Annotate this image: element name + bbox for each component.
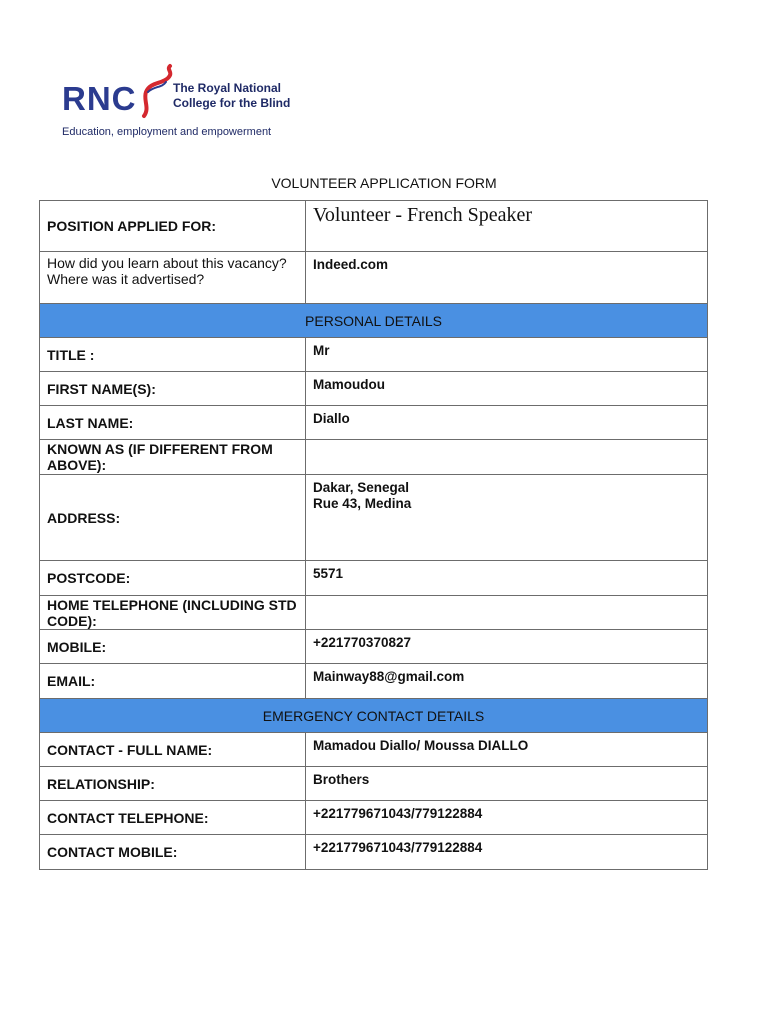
table-row bbox=[40, 561, 708, 596]
table-row bbox=[40, 733, 708, 767]
section-header-personal bbox=[40, 304, 708, 338]
table-row bbox=[40, 440, 708, 475]
form-title: VOLUNTEER APPLICATION FORM bbox=[271, 175, 497, 191]
known-as-label: KNOWN AS (IF DIFFERENT FROM ABOVE): bbox=[40, 440, 306, 475]
relationship-label: RELATIONSHIP: bbox=[40, 767, 306, 801]
mobile-value[interactable]: +221770370827 bbox=[306, 630, 708, 664]
section-header-emergency bbox=[40, 699, 708, 733]
personal-details-heading: PERSONAL DETAILS bbox=[40, 304, 708, 338]
contact-mobile-value[interactable]: +221779671043/779122884 bbox=[306, 835, 708, 870]
table-row bbox=[40, 338, 708, 372]
known-as-value[interactable] bbox=[306, 440, 708, 475]
table-row bbox=[40, 406, 708, 440]
source-value[interactable]: Indeed.com bbox=[306, 252, 708, 304]
first-name-value[interactable]: Mamoudou bbox=[306, 372, 708, 406]
email-value[interactable]: Mainway88@gmail.com bbox=[306, 664, 708, 699]
last-name-label: LAST NAME: bbox=[40, 406, 306, 440]
table-row bbox=[40, 252, 708, 304]
relationship-value[interactable]: Brothers bbox=[306, 767, 708, 801]
table-row bbox=[40, 630, 708, 664]
table-row bbox=[40, 801, 708, 835]
application-form-table bbox=[39, 200, 708, 870]
address-value[interactable]: Dakar, Senegal Rue 43, Medina bbox=[306, 475, 708, 561]
emergency-details-heading: EMERGENCY CONTACT DETAILS bbox=[40, 699, 708, 733]
title-value[interactable]: Mr bbox=[306, 338, 708, 372]
contact-mobile-label: CONTACT MOBILE: bbox=[40, 835, 306, 870]
home-telephone-value[interactable] bbox=[306, 596, 708, 630]
postcode-value[interactable]: 5571 bbox=[306, 561, 708, 596]
last-name-value[interactable]: Diallo bbox=[306, 406, 708, 440]
rnc-logo bbox=[60, 60, 310, 144]
table-row bbox=[40, 596, 708, 630]
logo-tagline: Education, employment and empowerment bbox=[62, 126, 272, 138]
source-label: How did you learn about this vacancy? Where was it advertised? bbox=[40, 252, 306, 304]
logo-initials: RNC bbox=[62, 80, 137, 117]
logo-college-name: The Royal National College for the Blind bbox=[173, 81, 291, 110]
table-row bbox=[40, 372, 708, 406]
mobile-label: MOBILE: bbox=[40, 630, 306, 664]
contact-name-label: CONTACT - FULL NAME: bbox=[40, 733, 306, 767]
table-row bbox=[40, 475, 708, 561]
table-row bbox=[40, 664, 708, 699]
first-name-label: FIRST NAME(S): bbox=[40, 372, 306, 406]
title-label: TITLE : bbox=[40, 338, 306, 372]
address-label: ADDRESS: bbox=[40, 475, 306, 561]
postcode-label: POSTCODE: bbox=[40, 561, 306, 596]
table-row bbox=[40, 835, 708, 870]
position-value[interactable]: Volunteer - French Speaker bbox=[306, 201, 708, 252]
contact-telephone-label: CONTACT TELEPHONE: bbox=[40, 801, 306, 835]
contact-telephone-value[interactable]: +221779671043/779122884 bbox=[306, 801, 708, 835]
table-row bbox=[40, 201, 708, 252]
table-row bbox=[40, 767, 708, 801]
contact-name-value[interactable]: Mamadou Diallo/ Moussa DIALLO bbox=[306, 733, 708, 767]
home-telephone-label: HOME TELEPHONE (INCLUDING STD CODE): bbox=[40, 596, 306, 630]
position-label: POSITION APPLIED FOR: bbox=[40, 201, 306, 252]
email-label: EMAIL: bbox=[40, 664, 306, 699]
